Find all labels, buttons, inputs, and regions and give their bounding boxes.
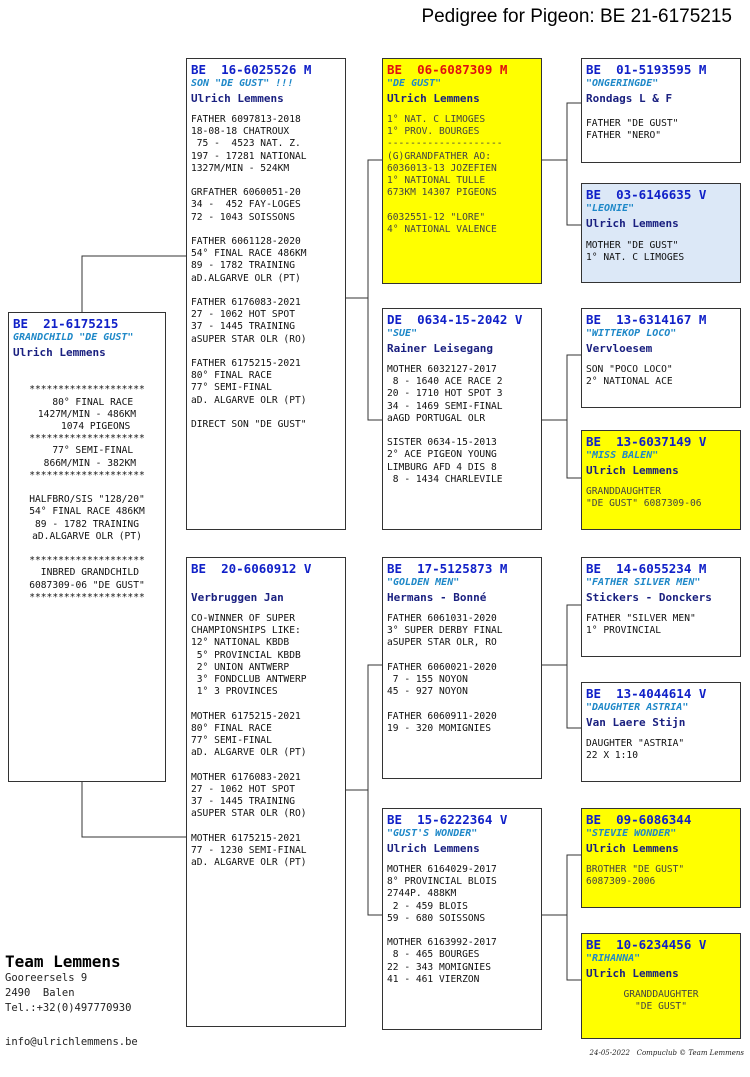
dd-dam-ring-number: BE 10-6234456 V	[586, 937, 707, 952]
dd-sire-ring-number: BE 09-6086344	[586, 812, 692, 827]
ds-dam-info: DAUGHTER "ASTRIA" 22 X 1:10	[586, 738, 685, 762]
sire-dam-info: MOTHER 6032127-2017 8 - 1640 ACE RACE 2 20 - 1710 HOT SPOT 3 34 - 1469 SEMI-FINAL aAGD PORTUGAL OLR SISTER 0634-15-2013 2° ACE PIGEON YOUNG LIMBURG AFD 4 DIS 8 8 - 1434 CHARLEVILE	[387, 364, 503, 485]
dd-dam-card[interactable]	[581, 933, 741, 1039]
ds-sire-owner: Stickers - Donckers	[586, 591, 712, 604]
sire-info: FATHER 6097813-2018 18-08-18 CHATROUX 75 - 4523 NAT. Z. 197 - 17281 NATIONAL 1327M/MIN - 524KM GRFATHER 6060051-20 34 - 452 FAY-LOGES 72 - 1043 SOISSONS FATHER 6061128-2020 54° FINAL RACE 486KM 89 - 1782 TRAINING aD.ALGARVE OLR (PT) FATHER 6176083-2021 27 - 1062 HOT SPOT 37 - 1445 TRAINING aSUPER STAR OLR (RO) FATHER 6175215-2021 80° FINAL RACE 77° SEMI-FINAL aD. ALGARVE OLR (PT) DIRECT SON "DE GUST"	[191, 114, 307, 431]
dam-dam-ring-number: BE 15-6222364 V	[387, 812, 508, 827]
subject-ring-number: BE 21-6175215	[13, 316, 119, 331]
dam-ring-number: BE 20-6060912 V	[191, 561, 312, 576]
dd-sire-info: BROTHER "DE GUST" 6087309-2006	[586, 864, 685, 888]
sire-sire-info: 1° NAT. C LIMOGES 1° PROV. BOURGES -------------------- (G)GRANDFATHER AO: 6036013-13 JOZEFIEN 1° NATIONAL TULLE 673KM 14307 PIGEONS 6032551-12 "LORE" 4° NATIONAL VALENCE	[387, 114, 503, 235]
ss-dam-pigeon-name: "LEONIE"	[586, 203, 635, 214]
sire-sire-owner: Ulrich Lemmens	[387, 92, 480, 105]
sire-sire-pigeon-name: "DE GUST"	[387, 78, 442, 89]
sd-dam-pigeon-name: "MISS BALEN"	[586, 450, 659, 461]
dd-dam-pigeon-name: "RIHANNA"	[586, 953, 641, 964]
dd-dam-info: GRANDDAUGHTER "DE GUST"	[623, 989, 699, 1013]
ss-dam-card[interactable]	[581, 183, 741, 283]
dd-sire-owner: Ulrich Lemmens	[586, 842, 679, 855]
subject-owner: Ulrich Lemmens	[13, 346, 106, 359]
ss-sire-info: FATHER "DE GUST" FATHER "NERO"	[586, 118, 679, 142]
subject-info: ******************** 80° FINAL RACE 1427M/MIN - 486KM 1074 PIGEONS ******************** 77° SEMI-FINAL 866M/MIN - 382KM ******************** HALFBRO/SIS "128/20" 54° FINAL RACE 486KM 89 - 1782 TRAINING aD.ALGARVE OLR (PT) ******************** INBRED GRANDCHILD 6087309-06 "DE GUST" ********************	[29, 384, 145, 603]
sire-sire-ring-number: BE 06-6087309 M	[387, 62, 508, 77]
sire-sire-card[interactable]	[382, 58, 542, 284]
sd-sire-card[interactable]	[581, 308, 741, 408]
sire-owner: Ulrich Lemmens	[191, 92, 284, 105]
dam-dam-info: MOTHER 6164029-2017 8° PROVINCIAL BLOIS 2744P. 488KM 2 - 459 BLOIS 59 - 680 SOISSONS MOTHER 6163992-2017 8 - 465 BOURGES 22 - 343 MOMIGNIES 41 - 461 VIERZON	[387, 864, 497, 985]
dam-owner: Verbruggen Jan	[191, 591, 284, 604]
ss-sire-pigeon-name: "ONGERINGDE"	[586, 78, 659, 89]
ds-sire-pigeon-name: "FATHER SILVER MEN"	[586, 577, 701, 588]
ds-dam-card[interactable]	[581, 682, 741, 782]
dd-sire-card[interactable]	[581, 808, 741, 908]
dam-info: CO-WINNER OF SUPER CHAMPIONSHIPS LIKE: 12° NATIONAL KBDB 5° PROVINCIAL KBDB 2° UNION ANTWERP 3° FONDCLUB ANTWERP 1° 3 PROVINCES MOTHER 6175215-2021 80° FINAL RACE 77° SEMI-FINAL aD. ALGARVE OLR (PT) MOTHER 6176083-2021 27 - 1062 HOT SPOT 37 - 1445 TRAINING aSUPER STAR OLR (RO) MOTHER 6175215-2021 77 - 1230 SEMI-FINAL aD. ALGARVE OLR (PT)	[191, 613, 307, 869]
sd-dam-card[interactable]	[581, 430, 741, 530]
dam-dam-owner: Ulrich Lemmens	[387, 842, 480, 855]
dam-pigeon-name	[191, 576, 341, 590]
sd-sire-info: SON "POCO LOCO" 2° NATIONAL ACE	[586, 364, 673, 388]
team-contact-block	[5, 952, 131, 1016]
ds-sire-info: FATHER "SILVER MEN" 1° PROVINCIAL	[586, 613, 696, 637]
sd-sire-ring-number: BE 13-6314167 M	[586, 312, 707, 327]
sire-card[interactable]	[186, 58, 346, 530]
ss-dam-ring-number: BE 03-6146635 V	[586, 187, 707, 202]
sire-dam-card[interactable]	[382, 308, 542, 530]
ss-sire-card[interactable]	[581, 58, 741, 163]
sd-sire-pigeon-name: "WITTEKOP LOCO"	[586, 328, 677, 339]
team-street: Gooreersels 9	[5, 972, 88, 984]
sd-sire-owner: Vervloesem	[586, 342, 653, 355]
ss-sire-owner: Rondags L & F	[586, 92, 673, 105]
ds-sire-ring-number: BE 14-6055234 M	[586, 561, 707, 576]
sire-dam-pigeon-name: "SUE"	[387, 328, 418, 339]
sire-ring-number: BE 16-6025526 M	[191, 62, 312, 77]
team-city: 2490 Balen	[5, 987, 75, 999]
subject-pigeon-card[interactable]	[8, 312, 166, 782]
ds-dam-owner: Van Laere Stijn	[586, 716, 686, 729]
dam-dam-pigeon-name: "GUST'S WONDER"	[387, 828, 478, 839]
dam-sire-ring-number: BE 17-5125873 M	[387, 561, 508, 576]
team-phone: Tel.:+32(0)497770930	[5, 1002, 132, 1014]
ds-dam-ring-number: BE 13-4044614 V	[586, 686, 707, 701]
page-title: Pedigree for Pigeon: BE 21-6175215	[421, 6, 732, 27]
dam-sire-pigeon-name: "GOLDEN MEN"	[387, 577, 460, 588]
ss-sire-ring-number: BE 01-5193595 M	[586, 62, 707, 77]
ds-dam-pigeon-name: "DAUGHTER ASTRIA"	[586, 702, 689, 713]
dam-dam-card[interactable]	[382, 808, 542, 1030]
sire-pigeon-name: SON "DE GUST" !!!	[191, 78, 294, 89]
dd-sire-pigeon-name: "STEVIE WONDER"	[586, 828, 677, 839]
sd-dam-ring-number: BE 13-6037149 V	[586, 434, 707, 449]
dam-sire-owner: Hermans - Bonné	[387, 591, 487, 604]
dam-sire-info: FATHER 6061031-2020 3° SUPER DERBY FINAL aSUPER STAR OLR, RO FATHER 6060021-2020 7 - 155 NOYON 45 - 927 NOYON FATHER 6060911-2020 19 - 320 MOMIGNIES	[387, 613, 503, 734]
dam-sire-card[interactable]	[382, 557, 542, 779]
sire-dam-ring-number: DE 0634-15-2042 V	[387, 312, 523, 327]
ds-sire-card[interactable]	[581, 557, 741, 657]
ss-dam-owner: Ulrich Lemmens	[586, 217, 679, 230]
subject-pigeon-name: GRANDCHILD "DE GUST"	[13, 332, 134, 343]
sd-dam-info: GRANDDAUGHTER "DE GUST" 6087309-06	[586, 486, 702, 510]
dam-card[interactable]	[186, 557, 346, 1027]
team-name: Team Lemmens	[5, 952, 121, 971]
footer-credit: 24-05-2022 Compuclub © Team Lemmens	[589, 1049, 744, 1057]
sire-dam-owner: Rainer Leisegang	[387, 342, 493, 355]
ss-dam-info: MOTHER "DE GUST" 1° NAT. C LIMOGES	[586, 240, 685, 264]
dd-dam-owner: Ulrich Lemmens	[586, 967, 679, 980]
sd-dam-owner: Ulrich Lemmens	[586, 464, 679, 477]
team-email-link[interactable]: info@ulrichlemmens.be	[5, 1036, 138, 1048]
